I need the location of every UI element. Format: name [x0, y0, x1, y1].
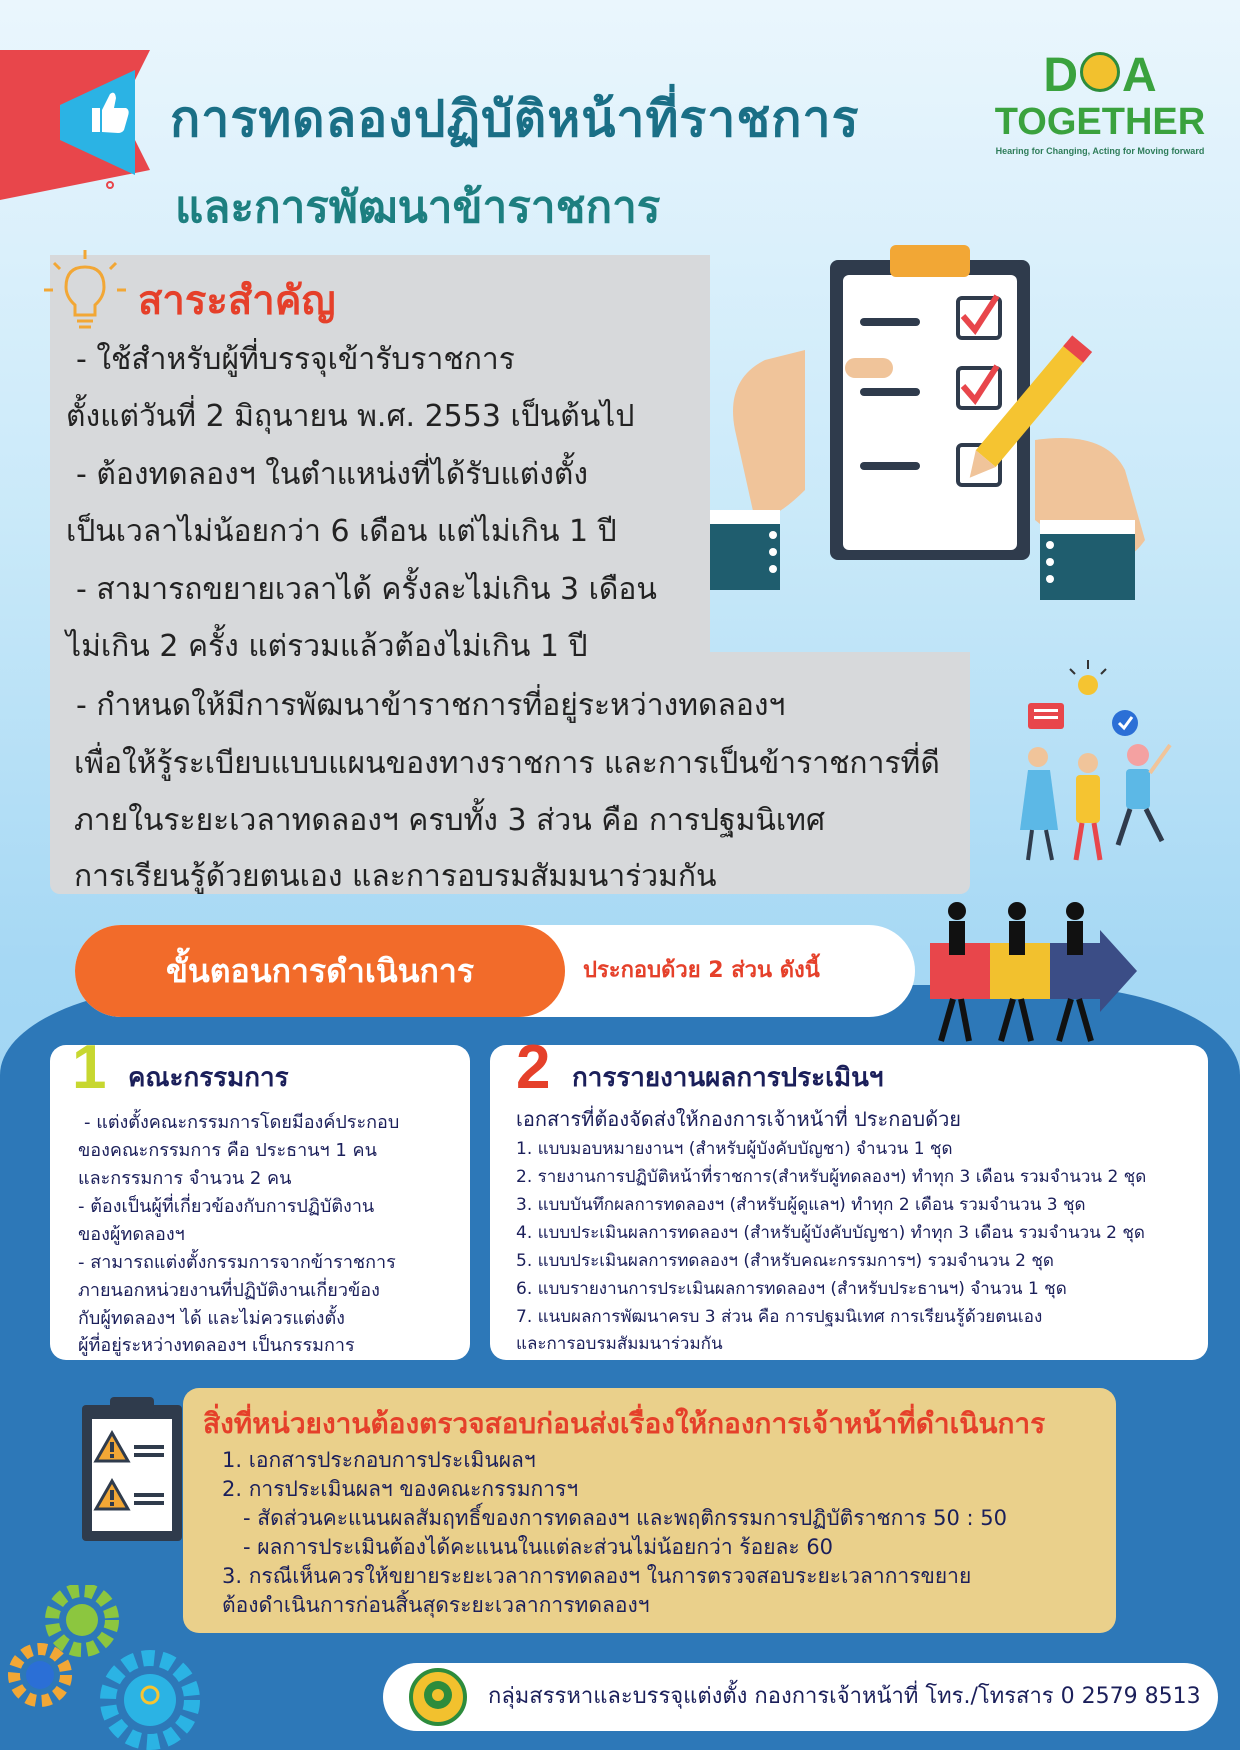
key-point-line: การเรียนรู้ด้วยตนเอง และการอบรมสัมมนาร่วมกัน [74, 859, 717, 894]
key-point-line: - กำหนดให้มีการพัฒนาข้าราชการที่อยู่ระหว่างทดลองฯ [76, 688, 786, 723]
logo-wordmark-top [980, 50, 1220, 102]
committee-card-line: และกรรมการ จำนวน 2 คน [78, 1168, 292, 1189]
evaluation-card-line: 2. รายงานการปฏิบัติหน้าที่ราชการ(สำหรับผู้ทดลองฯ) ทำทุก 3 เดือน รวมจำนวน 2 ชุด [516, 1167, 1147, 1187]
evaluation-card-line: 5. แบบประเมินผลการทดลองฯ (สำหรับคณะกรรมการฯ) รวมจำนวน 2 ชุด [516, 1251, 1054, 1271]
steps-heading: ขั้นตอนการดำเนินการ [165, 952, 475, 990]
committee-card [50, 1033, 470, 1360]
thumbs-up-banner [0, 50, 150, 230]
key-point-line: เพื่อให้รู้ระเบียบแบบแผนของทางราชการ และการเป็นข้าราชการที่ดี [74, 746, 940, 781]
committee-card-line: - แต่งตั้งคณะกรรมการโดยมีองค์ประกอบ [84, 1112, 400, 1133]
card-number-1: 1 [72, 1033, 107, 1102]
evaluation-card-line: 3. แบบบันทึกผลการทดลองฯ (สำหรับผู้ดูแลฯ) ทำทุก 2 เดือน รวมจำนวน 3 ชุด [516, 1195, 1086, 1215]
logo-tagline: Hearing for Changing, Acting for Moving forward [995, 146, 1205, 156]
evaluation-card-line: 7. แนบผลการพัฒนาครบ 3 ส่วน คือ การปฐมนิเทศ การเรียนรู้ด้วยตนเอง [516, 1307, 1043, 1327]
contact-info: กลุ่มสรรหาและบรรจุแต่งตั้ง กองการเจ้าหน้าที่ โทร./โทรสาร 0 2579 8513 [488, 1684, 1201, 1709]
doa-together-logo [980, 50, 1220, 156]
clipboard-checklist-illustration [705, 240, 1185, 650]
committee-card-line: - สามารถแต่งตั้งกรรมการจากข้าราชการ [78, 1252, 396, 1273]
checklist-line: 2. การประเมินผลฯ ของคณะกรรมการฯ [222, 1477, 579, 1501]
evaluation-card-line: 4. แบบประเมินผลการทดลองฯ (สำหรับผู้บังคับบัญชา) ทำทุก 3 เดือน รวมจำนวน 2 ชุด [516, 1223, 1145, 1243]
evaluation-report-card [490, 1033, 1208, 1360]
evaluation-card-title: การรายงานผลการประเมินฯ [572, 1063, 884, 1093]
teamwork-puzzle-icon [925, 895, 1140, 1045]
key-point-line: ภายในระยะเวลาทดลองฯ ครบทั้ง 3 ส่วน คือ การปฐมนิเทศ [74, 803, 825, 838]
key-point-line: ไม่เกิน 2 ครั้ง แต่รวมแล้วต้องไม่เกิน 1 ปี [66, 629, 588, 664]
celebrating-people-illustration [1000, 655, 1200, 870]
checklist-title: สิ่งที่หน่วยงานต้องตรวจสอบก่อนส่งเรื่องให้กองการเจ้าหน้าที่ดำเนินการ [203, 1407, 1046, 1440]
checklist-line: - สัดส่วนคะแนนผลสัมฤทธิ์ของการทดลองฯ และพฤติกรรมการปฏิบัติราชการ 50 : 50 [243, 1506, 1007, 1530]
evaluation-card-line: และการอบรมสัมมนาร่วมกัน [516, 1334, 723, 1354]
committee-card-line: ผู้ที่อยู่ระหว่างทดลองฯ เป็นกรรมการ [78, 1335, 355, 1356]
steps-subtitle: ประกอบด้วย 2 ส่วน ดังนี้ [583, 958, 820, 983]
department-seal-icon [1080, 52, 1120, 92]
logo-letter-a: A [1122, 49, 1157, 102]
checklist-line: ต้องดำเนินการก่อนสิ้นสุดระยะเวลาการทดลองฯ [222, 1593, 650, 1617]
gears-decoration-icon [0, 1585, 210, 1750]
evaluation-card-line: 6. แบบรายงานการประเมินผลการทดลองฯ (สำหรับประธานฯ) จำนวน 1 ชุด [516, 1279, 1067, 1299]
page-title-line-1: การทดลองปฏิบัติหน้าที่ราชการ [170, 90, 860, 148]
checklist-line: - ผลการประเมินต้องได้คะแนนในแต่ละส่วนไม่น้อยกว่า ร้อยละ 60 [243, 1535, 834, 1559]
committee-card-line: กับผู้ทดลองฯ ได้ และไม่ควรแต่งตั้ง [78, 1308, 345, 1329]
key-points-title: สาระสำคัญ [138, 278, 336, 324]
page-title-line-2: และการพัฒนาข้าราชการ [175, 182, 661, 233]
logo-letter-d: D [1043, 49, 1078, 102]
committee-card-line: ของคณะกรรมการ คือ ประธานฯ 1 คน [78, 1140, 377, 1161]
committee-card-line: ภายนอกหน่วยงานที่ปฏิบัติงานเกี่ยวข้อง [78, 1280, 380, 1301]
key-point-line: - สามารถขยายเวลาได้ ครั้งละไม่เกิน 3 เดือน [76, 572, 657, 607]
key-point-line: ตั้งแต่วันที่ 2 มิถุนายน พ.ศ. 2553 เป็นต้นไป [66, 399, 635, 434]
card-number-2: 2 [516, 1033, 551, 1102]
light-bulb-icon [40, 245, 130, 335]
committee-card-line: ของผู้ทดลองฯ [78, 1224, 185, 1245]
evaluation-card-intro: เอกสารที่ต้องจัดส่งให้กองการเจ้าหน้าที่ ประกอบด้วย [516, 1107, 962, 1131]
checklist-line: 1. เอกสารประกอบการประเมินผลฯ [222, 1448, 536, 1472]
evaluation-card-line: 1. แบบมอบหมายงานฯ (สำหรับผู้บังคับบัญชา) จำนวน 1 ชุด [516, 1139, 953, 1159]
committee-card-title: คณะกรรมการ [128, 1063, 289, 1093]
key-point-line: เป็นเวลาไม่น้อยกว่า 6 เดือน แต่ไม่เกิน 1 ปี [66, 514, 617, 549]
logo-wordmark-bottom: TOGETHER [994, 101, 1206, 143]
warning-clipboard-icon [78, 1395, 188, 1545]
key-point-line: - ใช้สำหรับผู้ที่บรรจุเข้ารับราชการ [76, 342, 515, 377]
key-point-line: - ต้องทดลองฯ ในตำแหน่งที่ได้รับแต่งตั้ง [76, 457, 589, 492]
department-seal-icon [408, 1667, 468, 1727]
committee-card-line: - ต้องเป็นผู้ที่เกี่ยวข้องกับการปฏิบัติงาน [78, 1196, 375, 1217]
checklist-line: 3. กรณีเห็นควรให้ขยายระยะเวลาการทดลองฯ ในการตรวจสอบระยะเวลาการขยาย [222, 1564, 972, 1588]
